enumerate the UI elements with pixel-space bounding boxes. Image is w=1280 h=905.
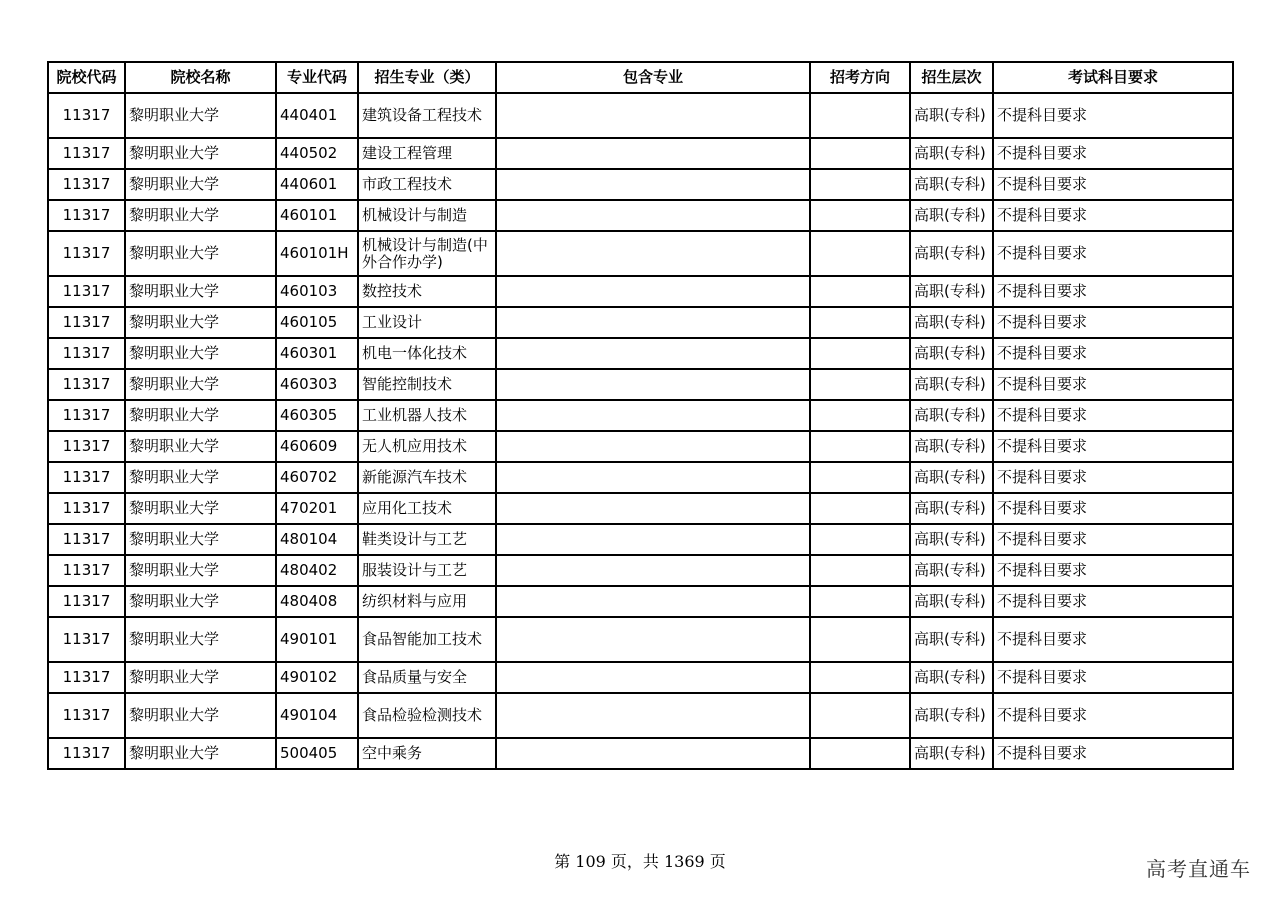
table-header-row [48,62,1233,93]
cell-direction [810,555,910,586]
table-row [48,400,1233,431]
cell-level: 高职(专科) [910,524,993,555]
table-row [48,231,1233,276]
cell-school-name: 黎明职业大学 [125,662,276,693]
cell-major-code: 480408 [276,586,358,617]
cell-major: 机电一体化技术 [358,338,496,369]
table-row [48,169,1233,200]
cell-direction [810,200,910,231]
cell-major-code: 490104 [276,693,358,738]
cell-level: 高职(专科) [910,693,993,738]
table-row [48,338,1233,369]
cell-direction [810,400,910,431]
cell-level: 高职(专科) [910,200,993,231]
cell-level: 高职(专科) [910,138,993,169]
cell-level: 高职(专科) [910,338,993,369]
cell-major: 工业设计 [358,307,496,338]
cell-included-majors [496,400,810,431]
table-row [48,138,1233,169]
cell-major-code: 460301 [276,338,358,369]
cell-subject-requirement: 不提科目要求 [993,555,1233,586]
cell-included-majors [496,738,810,769]
cell-included-majors [496,431,810,462]
table-body [48,93,1233,769]
cell-school-name: 黎明职业大学 [125,369,276,400]
cell-major-code: 460103 [276,276,358,307]
table-row [48,738,1233,769]
cell-major-code: 440401 [276,93,358,138]
cell-subject-requirement: 不提科目要求 [993,524,1233,555]
admission-majors-table [47,61,1234,770]
cell-level: 高职(专科) [910,400,993,431]
cell-included-majors [496,231,810,276]
cell-direction [810,276,910,307]
cell-included-majors [496,93,810,138]
cell-major-code: 460305 [276,400,358,431]
cell-subject-requirement: 不提科目要求 [993,493,1233,524]
cell-included-majors [496,138,810,169]
cell-school-code: 11317 [48,231,125,276]
table-row [48,462,1233,493]
cell-level: 高职(专科) [910,662,993,693]
cell-subject-requirement: 不提科目要求 [993,338,1233,369]
page-number-footer: 第 109 页，共 1369 页 [554,852,726,871]
cell-school-code: 11317 [48,338,125,369]
cell-direction [810,693,910,738]
cell-major: 食品智能加工技术 [358,617,496,662]
cell-school-code: 11317 [48,138,125,169]
cell-direction [810,738,910,769]
cell-subject-requirement: 不提科目要求 [993,617,1233,662]
cell-school-code: 11317 [48,431,125,462]
cell-major: 空中乘务 [358,738,496,769]
cell-level: 高职(专科) [910,555,993,586]
cell-included-majors [496,307,810,338]
cell-subject-requirement: 不提科目要求 [993,462,1233,493]
cell-level: 高职(专科) [910,369,993,400]
cell-school-code: 11317 [48,738,125,769]
cell-school-code: 11317 [48,276,125,307]
cell-direction [810,231,910,276]
cell-subject-requirement: 不提科目要求 [993,431,1233,462]
cell-major: 市政工程技术 [358,169,496,200]
cell-major: 建筑设备工程技术 [358,93,496,138]
cell-major-code: 460609 [276,431,358,462]
table-row [48,493,1233,524]
cell-direction [810,586,910,617]
cell-school-code: 11317 [48,693,125,738]
cell-included-majors [496,662,810,693]
cell-level: 高职(专科) [910,493,993,524]
cell-direction [810,493,910,524]
cell-school-name: 黎明职业大学 [125,738,276,769]
cell-school-code: 11317 [48,400,125,431]
table-row [48,617,1233,662]
cell-direction [810,169,910,200]
cell-school-code: 11317 [48,617,125,662]
cell-major-code: 480104 [276,524,358,555]
cell-included-majors [496,524,810,555]
cell-major-code: 470201 [276,493,358,524]
cell-school-name: 黎明职业大学 [125,231,276,276]
cell-major: 工业机器人技术 [358,400,496,431]
cell-major: 智能控制技术 [358,369,496,400]
cell-level: 高职(专科) [910,586,993,617]
cell-major: 机械设计与制造(中外合作办学) [358,231,496,276]
cell-school-code: 11317 [48,493,125,524]
cell-subject-requirement: 不提科目要求 [993,369,1233,400]
cell-major: 建设工程管理 [358,138,496,169]
cell-major: 鞋类设计与工艺 [358,524,496,555]
cell-direction [810,617,910,662]
cell-school-name: 黎明职业大学 [125,400,276,431]
cell-major: 机械设计与制造 [358,200,496,231]
header-subject-requirement: 考试科目要求 [993,62,1233,93]
cell-included-majors [496,617,810,662]
cell-included-majors [496,586,810,617]
table-row [48,369,1233,400]
cell-subject-requirement: 不提科目要求 [993,231,1233,276]
cell-school-name: 黎明职业大学 [125,524,276,555]
cell-level: 高职(专科) [910,617,993,662]
cell-level: 高职(专科) [910,738,993,769]
cell-included-majors [496,493,810,524]
cell-direction [810,369,910,400]
cell-major-code: 460105 [276,307,358,338]
cell-direction [810,138,910,169]
table-row [48,431,1233,462]
cell-major-code: 460101 [276,200,358,231]
table-row [48,586,1233,617]
cell-school-name: 黎明职业大学 [125,555,276,586]
cell-subject-requirement: 不提科目要求 [993,586,1233,617]
cell-major: 食品检验检测技术 [358,693,496,738]
cell-included-majors [496,369,810,400]
cell-school-name: 黎明职业大学 [125,93,276,138]
cell-major: 食品质量与安全 [358,662,496,693]
table-row [48,93,1233,138]
cell-school-code: 11317 [48,586,125,617]
header-major-code: 专业代码 [276,62,358,93]
cell-subject-requirement: 不提科目要求 [993,93,1233,138]
cell-school-name: 黎明职业大学 [125,200,276,231]
cell-major: 服装设计与工艺 [358,555,496,586]
cell-school-name: 黎明职业大学 [125,307,276,338]
header-direction: 招考方向 [810,62,910,93]
header-school-name: 院校名称 [125,62,276,93]
cell-school-name: 黎明职业大学 [125,617,276,662]
cell-school-name: 黎明职业大学 [125,493,276,524]
cell-included-majors [496,462,810,493]
cell-level: 高职(专科) [910,169,993,200]
cell-major-code: 460702 [276,462,358,493]
header-major: 招生专业（类） [358,62,496,93]
cell-level: 高职(专科) [910,93,993,138]
cell-school-name: 黎明职业大学 [125,462,276,493]
cell-major: 数控技术 [358,276,496,307]
cell-major-code: 460101H [276,231,358,276]
cell-level: 高职(专科) [910,276,993,307]
table-row [48,524,1233,555]
cell-subject-requirement: 不提科目要求 [993,400,1233,431]
table-row [48,693,1233,738]
cell-school-code: 11317 [48,200,125,231]
cell-school-name: 黎明职业大学 [125,138,276,169]
cell-subject-requirement: 不提科目要求 [993,200,1233,231]
cell-subject-requirement: 不提科目要求 [993,662,1233,693]
cell-subject-requirement: 不提科目要求 [993,307,1233,338]
cell-school-code: 11317 [48,93,125,138]
cell-major: 纺织材料与应用 [358,586,496,617]
cell-subject-requirement: 不提科目要求 [993,276,1233,307]
cell-subject-requirement: 不提科目要求 [993,138,1233,169]
table-row [48,276,1233,307]
table-row [48,555,1233,586]
cell-included-majors [496,169,810,200]
table-row [48,662,1233,693]
cell-direction [810,338,910,369]
cell-included-majors [496,693,810,738]
cell-school-name: 黎明职业大学 [125,169,276,200]
cell-major: 新能源汽车技术 [358,462,496,493]
header-included-majors: 包含专业 [496,62,810,93]
cell-school-code: 11317 [48,662,125,693]
cell-level: 高职(专科) [910,431,993,462]
cell-school-name: 黎明职业大学 [125,431,276,462]
cell-major: 无人机应用技术 [358,431,496,462]
cell-direction [810,307,910,338]
cell-school-name: 黎明职业大学 [125,338,276,369]
table-row [48,307,1233,338]
cell-level: 高职(专科) [910,307,993,338]
cell-included-majors [496,555,810,586]
cell-school-code: 11317 [48,169,125,200]
cell-major-code: 500405 [276,738,358,769]
cell-subject-requirement: 不提科目要求 [993,693,1233,738]
cell-school-code: 11317 [48,369,125,400]
cell-direction [810,462,910,493]
header-school-code: 院校代码 [48,62,125,93]
cell-major: 应用化工技术 [358,493,496,524]
cell-direction [810,93,910,138]
cell-direction [810,524,910,555]
cell-level: 高职(专科) [910,462,993,493]
cell-major-code: 490102 [276,662,358,693]
cell-school-code: 11317 [48,462,125,493]
cell-school-code: 11317 [48,524,125,555]
cell-major-code: 440502 [276,138,358,169]
cell-major-code: 490101 [276,617,358,662]
cell-school-name: 黎明职业大学 [125,693,276,738]
table-row [48,200,1233,231]
cell-included-majors [496,338,810,369]
cell-included-majors [496,276,810,307]
cell-school-code: 11317 [48,555,125,586]
header-level: 招生层次 [910,62,993,93]
cell-level: 高职(专科) [910,231,993,276]
cell-school-name: 黎明职业大学 [125,586,276,617]
cell-subject-requirement: 不提科目要求 [993,169,1233,200]
cell-major-code: 480402 [276,555,358,586]
cell-major-code: 440601 [276,169,358,200]
cell-school-code: 11317 [48,307,125,338]
cell-direction [810,662,910,693]
cell-direction [810,431,910,462]
cell-school-name: 黎明职业大学 [125,276,276,307]
watermark: 高考直通车 [1146,857,1251,881]
cell-subject-requirement: 不提科目要求 [993,738,1233,769]
cell-included-majors [496,200,810,231]
cell-major-code: 460303 [276,369,358,400]
